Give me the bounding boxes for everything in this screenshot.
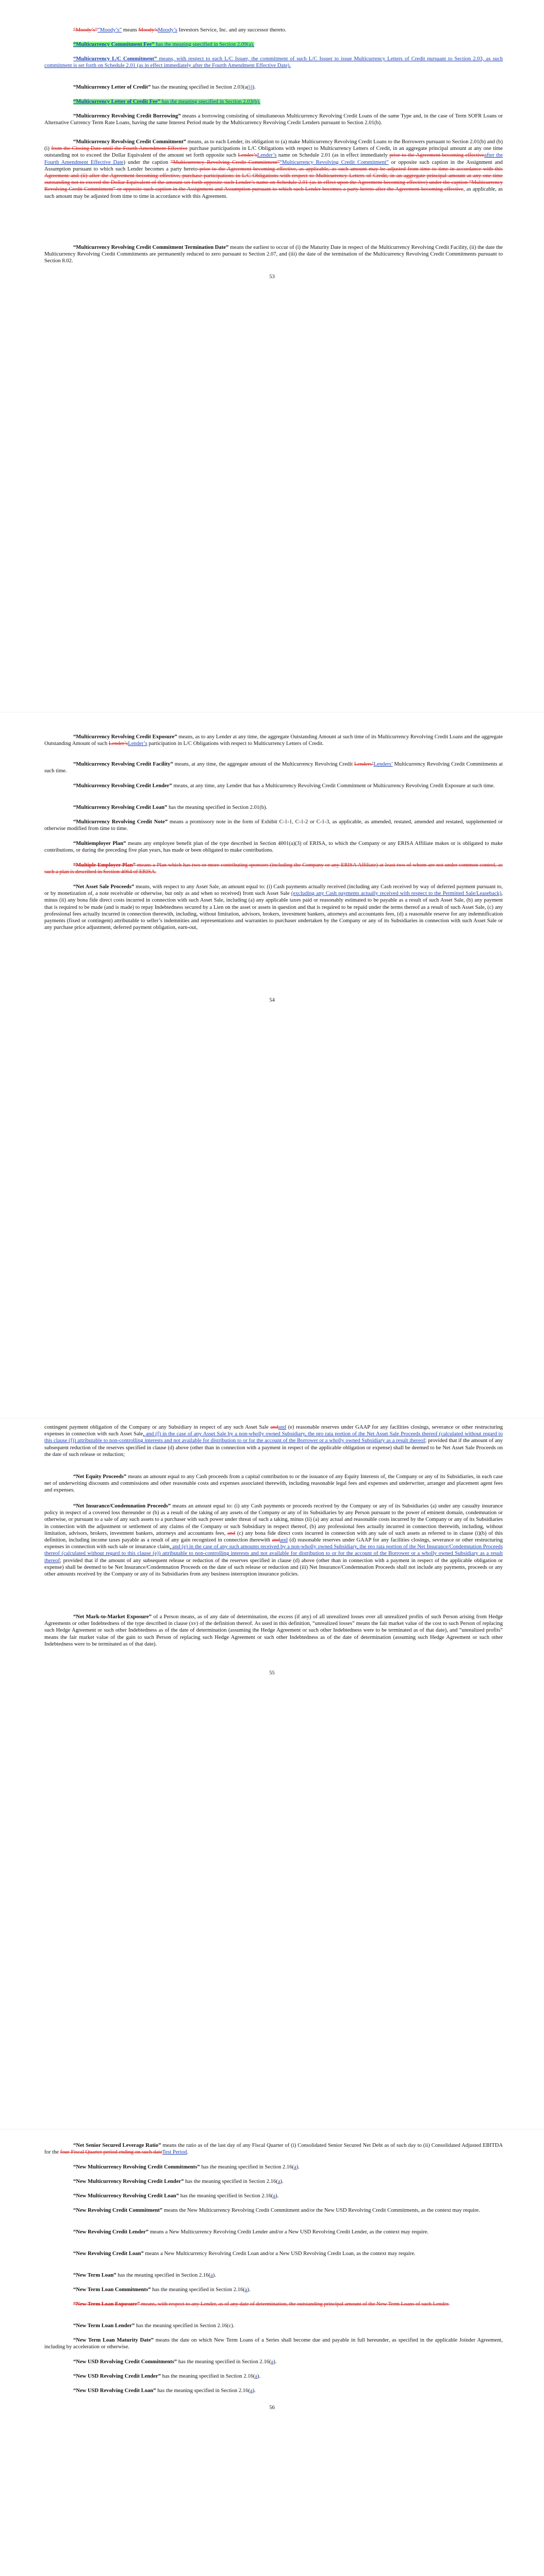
deleted-text: Moody’s xyxy=(138,27,158,33)
deleted-text: “Moody’s” xyxy=(73,27,98,33)
deleted-text: “Multiple Employer Plan” means a Plan which has two or more contributing sponsors (including the Company or any ERISA Affiliate) at least two of whom are not under common control, as such a plan is described in Section 4064 of ERISA. xyxy=(44,862,503,875)
inserted-text: , and (e) in the case of any such amounts received by a non-wholly owned Subsidiary, the pro rata portion of the Net Insurance/Condemnation Proceeds thereof (calculated without regard to this clause (e)) attributable to non-controlling interests and not available for distribution to or for the account of the Borrower or a wholly owned Subsidiary as a result thereof xyxy=(44,1544,503,1564)
definition-new-usd-loan: “New USD Revolving Credit Loan” has the meaning specified in Section 2.16(a). xyxy=(73,2388,256,2394)
page-number: 55 xyxy=(269,1670,275,1676)
definition-new-mrc-lender: “New Multicurrency Revolving Credit Lender” has the meaning specified in Section 2.16(a). xyxy=(73,2179,284,2184)
inserted-text: “Multicurrency Letter of Credit Fee” has the meaning specified in Section 2.03(h). xyxy=(73,99,260,105)
definition-multicurrency-commitment-fee xyxy=(44,41,503,48)
definition-new-mrc-commitments: “New Multicurrency Revolving Credit Commitments” has the meaning specified in Section 2.16(a). xyxy=(73,2164,300,2170)
inserted-text: a xyxy=(244,2287,248,2293)
definition-new-usd-commitments: “New USD Revolving Credit Commitments” has the meaning specified in Section 2.16(a). xyxy=(73,2359,277,2365)
definition-new-term-loan-maturity-date: “New Term Loan Maturity Date” means the date on which New Term Loans of a Series shall become due and payable in full hereunder, as specified in the applicable Joinder Agreement, including by acceleration or otherwise. xyxy=(44,2337,503,2350)
page-divider xyxy=(0,712,544,713)
definition-mrc-loan: “Multicurrency Revolving Credit Loan” has the meaning specified in Section 2.01(b). xyxy=(73,805,268,810)
definition-multicurrency-letter-of-credit: “Multicurrency Letter of Credit” has the meaning specified in Section 2.03(a(i)). xyxy=(73,84,256,90)
inserted-text: a xyxy=(210,2273,213,2278)
definition-new-term-loan-commitments: “New Term Loan Commitments” has the meaning specified in Section 2.16(a). xyxy=(73,2287,251,2293)
inserted-text: and xyxy=(279,1537,288,1544)
document-page-56 xyxy=(0,2133,544,2576)
definition-mrc-facility: “Multicurrency Revolving Credit Facility” means, at any time, the aggregate amount of the Multicurrency Revolving Credit Lenders’Lenders’ Multicurrency Revolving Credit Commitments at such time. xyxy=(44,761,503,774)
inserted-text: a xyxy=(293,2164,296,2170)
page-number: 54 xyxy=(269,997,275,1003)
inserted-text: and xyxy=(278,1425,286,1430)
definition-mrc-commitment: “Multicurrency Revolving Credit Commitment” means, as to each Lender, its obligation to (a) make Multicurrency Revolving Credit Loans to the Borrowers pursuant to Section 2.01(b) and (b) (i) from the Closing Date until the Fourth Amendment Effective purchase participations in L/C Obligations with respect to Multicurrency Letters of Credit, in an aggregate principal amount at any one time outstanding not to exceed the Dollar Equivalent of the amount set forth opposite such Lender’sLender’s name on Schedule 2.01 (as in effect immediately prior to the Agreement becoming effectiveafter the Fourth Amendment Effective Date) under the caption “Multicurrency Revolving Credit Commitment”“Multicurrency Revolving Credit Commitment” or opposite such caption in the Assignment and Assumption pursuant to which such Lender becomes a party hereto prior to the Agreement becoming effective, as applicable, as such amount may be adjusted from time to time in accordance with this Agreement and (ii) after the Agreement becoming effective, purchase participations in L/C Obligations with respect to Multicurrency Letters of Credit, in an aggregate principal amount at any one time outstanding not to exceed the Dollar Equivalent of the amount set forth opposite such Lender’s name on Schedule 2.01 (as in effect upon the Agreement becoming effective) under the caption “Multicurrency Revolving Credit Commitment” or opposite such caption in the Assignment and Assumption pursuant to which such Lender becomes a party hereto after the Agreement becoming effective, as applicable, as such amount may be adjusted from time to time in accordance with this Agreement. xyxy=(44,139,503,199)
definition-new-rc-commitment: “New Revolving Credit Commitment” means the New Multicurrency Revolving Credit Commitment and/or the New USD Revolving Credit Commitments, as the context may require. xyxy=(73,2208,480,2213)
inserted-text: , and (f) in the case of any Asset Sale by a non-wholly owned Subsidiary, the pro rata portion of the Net Asset Sale Proceeds thereof (calculated without regard to this clause (f)) attributable to non-controlling interests and not available for distribution to or for the account of the Borrower or a wholly owned Subsidiary as a result thereof xyxy=(44,1431,503,1444)
deleted-text: and xyxy=(227,1530,236,1536)
definition-new-term-loan-lender: “New Term Loan Lender” has the meaning specified in Section 2.16(c). xyxy=(73,2323,235,2329)
inserted-text: a xyxy=(250,2388,253,2394)
document-page-54 xyxy=(0,716,544,1422)
inserted-text: after the Fourth Amendment Effective Date xyxy=(44,152,503,165)
inserted-text: Moody’s xyxy=(158,27,177,33)
definition-multicurrency-letter-of-credit-fee xyxy=(44,98,503,105)
document-page-53 xyxy=(0,0,544,716)
deleted-text: and xyxy=(270,1425,278,1430)
definition-new-mrc-loan: “New Multicurrency Revolving Credit Loan” has the meaning specified in Section 2.16(a). xyxy=(73,2193,279,2199)
definition-mrc-note: “Multicurrency Revolving Credit Note” means a promissory note in the form of Exhibit C-1-1, C-1-2 or C-1-3, as applicable, as amended, restated, amended and restated, supplemented or otherwise modified from time to time. xyxy=(44,819,503,832)
deleted-text: Lender’s xyxy=(108,741,128,747)
page-number: 56 xyxy=(269,2405,275,2411)
definition-mrc-exposure: “Multicurrency Revolving Credit Exposure” means, as to any Lender at any time, the aggregate Outstanding Amount at such time of its Multicurrency Revolving Credit Loans and the aggregate Outstanding Amount of such Lender’sLender’s participation in L/C Obligations with respect to Multicurrency Letters of Credit. xyxy=(44,734,503,747)
definition-new-term-loan-exposure xyxy=(44,2301,503,2308)
inserted-text: a xyxy=(255,2374,257,2379)
deleted-text: from the Closing Date until the Fourth Amendment Effective xyxy=(51,146,188,152)
deleted-text: Lenders’ xyxy=(354,761,374,767)
inserted-text: Lender’s xyxy=(128,741,147,747)
inserted-text: Test Period xyxy=(162,2149,187,2156)
inserted-text: (i) xyxy=(247,84,253,90)
deleted-text: “Multicurrency Revolving Credit Commitment” xyxy=(170,159,280,165)
definition-new-usd-lender: “New USD Revolving Credit Lender” has the meaning specified in Section 2.16(a). xyxy=(73,2374,261,2379)
inserted-text: a xyxy=(273,2193,276,2199)
definition-moodys: “Moody’s”“Moody’s” means Moody’sMoody’s Investors Service, Inc. and any successor thereto. xyxy=(73,27,287,33)
inserted-text: “Multicurrency Commitment Fee” has the meaning specified in Section 2.09(a). xyxy=(73,42,254,47)
definition-multiple-employer-plan xyxy=(44,862,503,875)
definition-mrc-commitment-termination-date: “Multicurrency Revolving Credit Commitment Termination Date” means the earliest to occur of (i) the Maturity Date in respect of the Multicurrency Revolving Credit Facility, (ii) the date the Multicurrency Revolving Credit Commitments are permanently reduced to zero pursuant to Section 2.07, and (iii) the date of the termination of the Multicurrency Revolving Credit Commitments pursuant to Section 8.02. xyxy=(44,245,503,264)
deleted-text: prior to the Agreement becoming effective xyxy=(389,152,485,159)
definition-new-rc-loan: “New Revolving Credit Loan” means a New Multicurrency Revolving Credit Loan and/or a New USD Revolving Credit Loan, as the context may require. xyxy=(73,2251,416,2257)
deleted-text: Lender’s xyxy=(238,152,257,159)
inserted-text: a xyxy=(271,2359,274,2365)
deleted-text: “New Term Loan Exposure” means, with respect to any Lender, as of any date of determination, the outstanding principal amount of the New Term Loans of such Lender. xyxy=(73,2301,450,2307)
inserted-text: “Moody’s” xyxy=(97,27,122,33)
definition-continuation: contingent payment obligation of the Company or any Subsidiary in respect of any such Asset Sale andand (e) reasonable reserves under GAAP for any facilities closings, severance or other restructuring expenses in connection with such Asset Sale, and (f) in the case of any Asset Sale by a non-wholly owned Subsidiary, the pro rata portion of the Net Asset Sale Proceeds thereof (calculated without regard to this clause (f)) attributable to non-controlling interests and not available for distribution to or for the account of the Borrower or a wholly owned Subsidiary as a result thereof; provided that if the amount of any subsequent reduction of the reserves specified in clause (d) above (other than in connection with a payment in respect of the applicable obligation or expense) shall be deemed to be Net Asset Sale Proceeds on the date of such release or reduction; xyxy=(44,1425,503,1458)
definition-net-insurance-condemnation-proceeds: “Net Insurance/Condemnation Proceeds” means an amount equal to: (i) any Cash payments or proceeds received by the Company or any of its Subsidiaries (a) under any casualty insurance policy in respect of a covered loss thereunder or (b) as a result of the taking of any assets of the Company or any of its Subsidiaries by any Person pursuant to the power of eminent domain, condemnation or otherwise, or pursuant to a sale of any such assets to a purchaser with such power under threat of such a taking, minus (ii) (a) any actual and reasonable costs incurred by the Company or any of its Subsidiaries in connection with the adjustment or settlement of any claims of the Company or such Subsidiary in respect thereof, (b) any professional fees actually incurred in connection therewith, including, without limitation, advisors, brokers, investment bankers, attorneys and accountants fees, and (c) any bona fide direct costs incurred in connection with any sale of such assets as referred to in clause (i)(b) of this definition, including income taxes payable as a result of any gain recognized in connection therewith andand (d) reasonable reserves under GAAP for any facilities closings, severance or other restructuring expenses in connection with such sale or insurance claim, and (e) in the case of any such amounts received by a non-wholly owned Subsidiary, the pro rata portion of the Net Insurance/Condemnation Proceeds thereof (calculated without regard to this clause (e)) attributable to non-controlling interests and not available for distribution to or for the account of the Borrower or a wholly owned Subsidiary as a result thereof; provided that if the amount of any subsequent release or reduction of the reserves specified in clause (d) above (other than in connection with a payment in respect of the applicable obligation or expense) shall be deemed to be Net Insurance/Condemnation Proceeds on the date of such release or reduction and (iii) Net Insurance/Condemnation Proceeds shall not include any payments, proceeds or any other amounts received by the Company or any of its Subsidiaries from any business interruption insurance policies. xyxy=(44,1503,503,1578)
definition-mrc-borrowing: “Multicurrency Revolving Credit Borrowing” means a borrowing consisting of simultaneous Multicurrency Revolving Credit Loans of the same Type and, in the case of Term SOFR Loans or Alternative Currency Term Rate Loans, having the same Interest Period made by the Multicurrency Revolving Credit Lenders pursuant to Section 2.01(b). xyxy=(44,113,503,126)
definition-multiemployer-plan: “Multiemployer Plan” means any employee benefit plan of the type described in Section 4001(a)(3) of ERISA, to which the Company or any ERISA Affiliate makes or is obligated to make contributions, or during the preceding five plan years, has made or been obligated to make contributions. xyxy=(44,841,503,854)
definition-new-term-loan: “New Term Loan” has the meaning specified in Section 2.16(a). xyxy=(73,2273,216,2278)
page-number: 53 xyxy=(269,274,275,280)
inserted-text: “Multicurrency L/C Commitment” means, with respect to each L/C Issuer, the commitment of such L/C Issuer to issue Multicurrency Letters of Credit pursuant to Section 2.03, as such commitment is set forth on Schedule 2.01 (as in effect immediately after the Fourth Amendment Effective Date). xyxy=(44,56,503,69)
definition-mrc-lender: “Multicurrency Revolving Credit Lender” means, at any time, any Lender that has a Multicurrency Revolving Credit Commitment or Multicurrency Revolving Credit Exposure at such time. xyxy=(73,783,495,789)
inserted-text: (excluding any Cash payments actually received with respect to the Permitted Sale/Leaseback) xyxy=(291,891,502,897)
document-page-55 xyxy=(0,1422,544,2133)
inserted-text: Lenders’ xyxy=(373,761,393,767)
definition-multicurrency-lc-commitment xyxy=(44,56,503,69)
deleted-text: four-Fiscal Quarter period ending on such date xyxy=(60,2149,162,2156)
definition-new-rc-lender: “New Revolving Credit Lender” means a New Multicurrency Revolving Credit Lender and/or a New USD Revolving Credit Lender, as the context may require. xyxy=(73,2229,428,2235)
inserted-text: a xyxy=(277,2179,281,2184)
inserted-text: Lender’s xyxy=(257,152,277,159)
definition-net-senior-secured-leverage-ratio: “Net Senior Secured Leverage Ratio” means the ratio as of the last day of any Fiscal Quarter of (i) Consolidated Senior Secured Net Debt as of such day to (ii) Consolidated Adjusted EBITDA for the four-Fiscal Quarter period ending on such dateTest Period. xyxy=(44,2143,503,2156)
definition-net-mark-to-market-exposure: “Net Mark-to-Market Exposure” of a Person means, as of any date of determination, the excess (if any) of all unrealized losses over all unrealized profits of such Person arising from Hedge Agreements or other Indebtedness of the type described in clause (xv) of the definition thereof. As used in this definition, “unrealized losses” means the fair market value of the cost to such Person of replacing such Hedge Agreement or such other Indebtedness as of the date of determination (assuming the Hedge Agreement or such other Indebtedness were to be terminated as of that date), and “unrealized profits” means the fair market value of the gain to such Person of replacing such Hedge Agreement or such other Indebtedness as of the date of determination (assuming such Hedge Agreement or such other Indebtedness were to be terminated as of that date). xyxy=(44,1614,503,1647)
deleted-text: and xyxy=(272,1537,280,1544)
inserted-text: “Multicurrency Revolving Credit Commitment” xyxy=(279,159,389,165)
deleted-text: prior to the Agreement becoming effective, as applicable, as such amount may be adjusted from time to time in accordance with this Agreement and (ii) after the Agreement becoming effective, purchase participations in L/C Obligations with respect to Multicurrency Letters of Credit, in an aggregate principal amount at any one time outstanding not to exceed the Dollar Equivalent of the amount set forth opposite such Lender’s name on Schedule 2.01 (as in effect upon the Agreement becoming effective) under the caption “Multicurrency Revolving Credit Commitment” or opposite such caption in the Assignment and Assumption pursuant to which such Lender becomes a party hereto after the Agreement becoming effective xyxy=(44,166,503,193)
definition-net-equity-proceeds: “Net Equity Proceeds” means an amount equal to any Cash proceeds from a capital contribution to or the issuance of any Equity Interests of, the Company or any of its Subsidiaries, in each case net of underwriting discounts and commissions and other reasonable costs and expenses associated therewith, including reasonable legal fees and expenses and underwriter, arranger and placement agent fees and expenses. xyxy=(44,1474,503,1494)
definition-net-asset-sale-proceeds: “Net Asset Sale Proceeds” means, with respect to any Asset Sale, an amount equal to: (i) Cash payments actually received (including any Cash received by way of deferred payment pursuant to, or by monetization of, a note receivable or otherwise, but only as and when so received) from such Asset Sale (excluding any Cash payments actually received with respect to the Permitted Sale/Leaseback), minus (ii) any bona fide direct costs incurred in connection with such Asset Sale, including (a) any applicable taxes paid or reasonably estimated to be payable as a result of such Asset Sale, (b) any payment that is required to be made (and is made) to repay Indebtedness secured by a Lien on the asset or assets in question and that is required to be repaid under the terms thereof as a result of such Asset Sale, (c) any professional fees actually incurred in connection therewith, including, without limitation, advisors, brokers, investment bankers, attorneys and accountants fees, (d) a reasonable reserve for any indemnification payments (fixed or contingent) attributable to seller’s indemnities and representations and warranties to purchaser undertaken by the Company or any of its Subsidiaries in connection with such Asset Sale or any purchase price adjustment, deferred payment obligation, earn-out, xyxy=(44,884,503,931)
